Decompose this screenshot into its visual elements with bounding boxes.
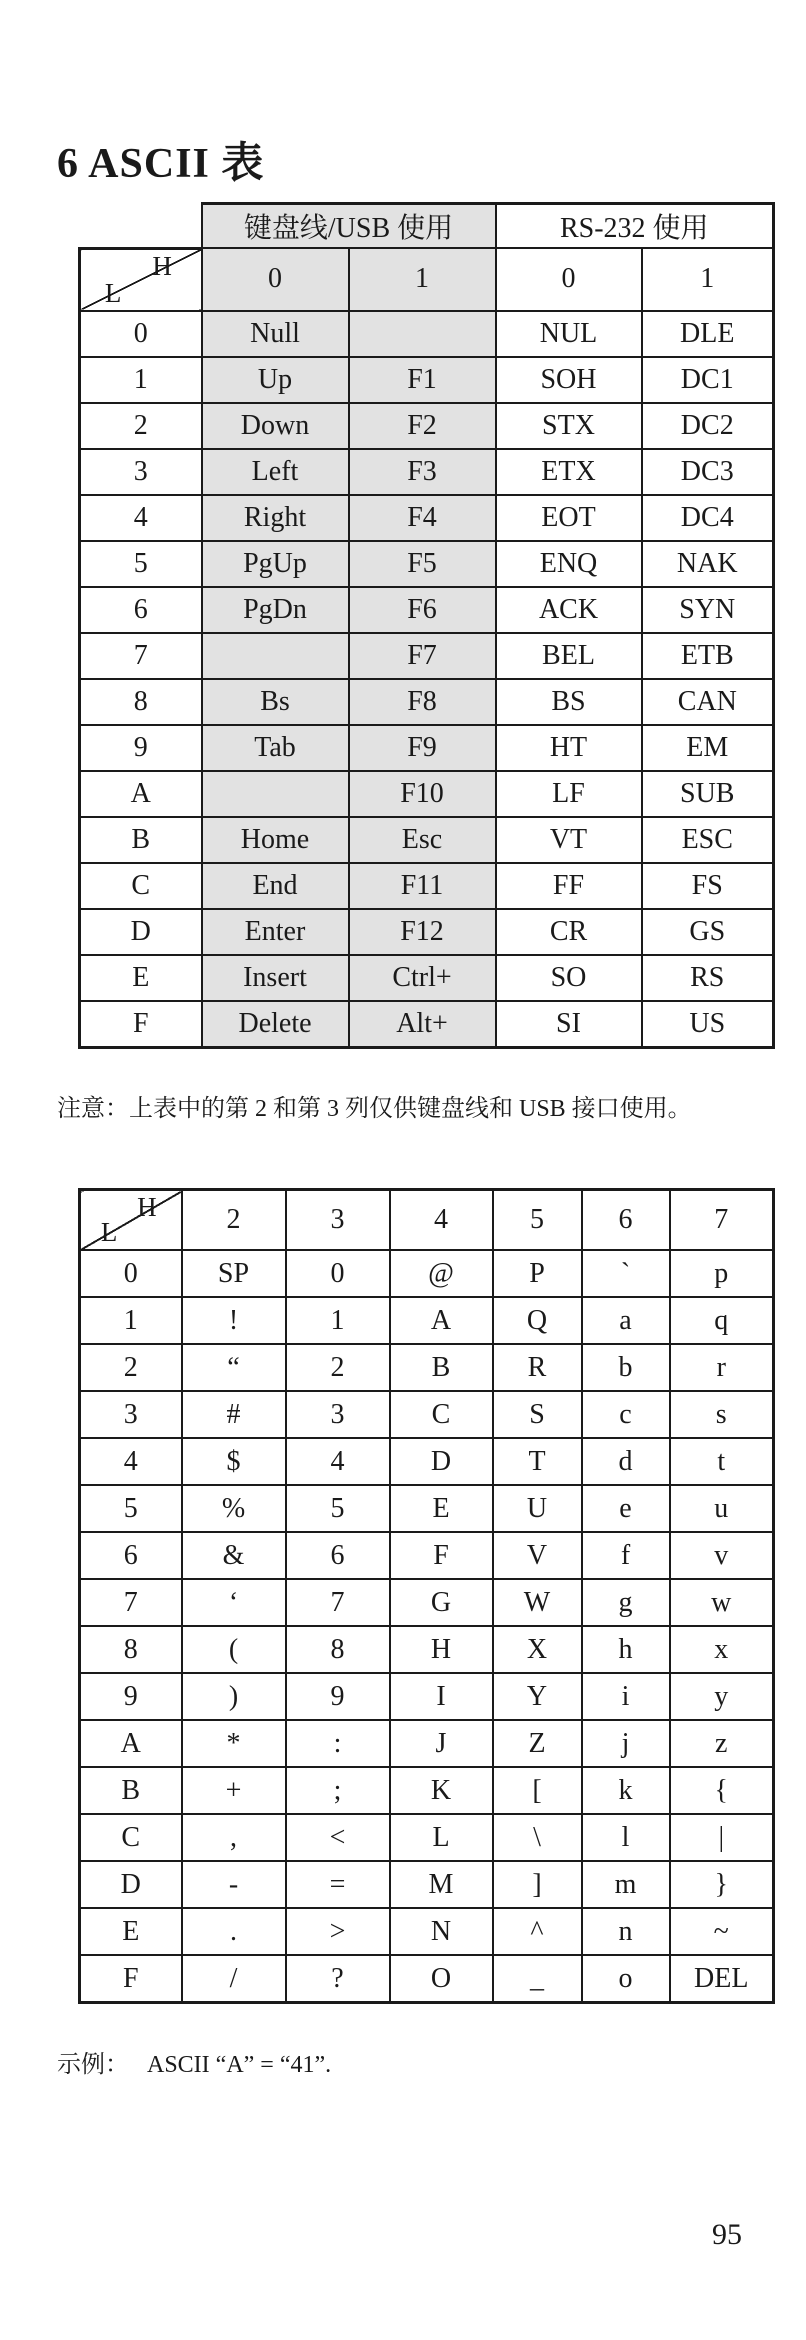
ascii-cell: C <box>390 1391 493 1438</box>
col-header: 0 <box>202 248 349 311</box>
ascii-cell: F1 <box>349 357 496 403</box>
table-row <box>80 1626 774 1673</box>
table-row <box>80 403 774 449</box>
column-header-row <box>80 248 774 311</box>
ascii-cell: G <box>390 1579 493 1626</box>
ascii-cell: @ <box>390 1250 493 1297</box>
ascii-cell: Esc <box>349 817 496 863</box>
ascii-cell: \ <box>493 1814 582 1861</box>
ascii-cell: i <box>582 1673 670 1720</box>
ascii-cell: BS <box>496 679 642 725</box>
row-label: C <box>80 1814 182 1861</box>
table-row <box>80 863 774 909</box>
ascii-cell: DC4 <box>642 495 774 541</box>
table-row <box>80 1532 774 1579</box>
row-label: 2 <box>80 1344 182 1391</box>
ascii-cell: u <box>670 1485 774 1532</box>
col-header: 1 <box>349 248 496 311</box>
ascii-cell: Tab <box>202 725 349 771</box>
ascii-cell: d <box>582 1438 670 1485</box>
ascii-cell: Alt+ <box>349 1001 496 1048</box>
ascii-cell: ETX <box>496 449 642 495</box>
table-row <box>80 1908 774 1955</box>
ascii-cell: P <box>493 1250 582 1297</box>
ascii-cell: F6 <box>349 587 496 633</box>
ascii-cell: k <box>582 1767 670 1814</box>
ascii-cell: h <box>582 1626 670 1673</box>
ascii-cell: ESC <box>642 817 774 863</box>
ascii-cell: 4 <box>286 1438 390 1485</box>
row-label: B <box>80 817 202 863</box>
row-label: 8 <box>80 679 202 725</box>
high-nibble-label: H <box>137 1192 157 1222</box>
ascii-cell: H <box>390 1626 493 1673</box>
ascii-cell: U <box>493 1485 582 1532</box>
ascii-cell: CAN <box>642 679 774 725</box>
table-row <box>80 633 774 679</box>
ascii-cell: ) <box>182 1673 286 1720</box>
row-label: C <box>80 863 202 909</box>
ascii-cell: W <box>493 1579 582 1626</box>
table-row <box>80 1297 774 1344</box>
row-label: F <box>80 1955 182 2003</box>
table-row <box>80 1001 774 1048</box>
ascii-cell: z <box>670 1720 774 1767</box>
ascii-cell: DEL <box>670 1955 774 2003</box>
ascii-cell: Down <box>202 403 349 449</box>
ascii-cell: F9 <box>349 725 496 771</box>
ascii-cell: ~ <box>670 1908 774 1955</box>
ascii-cell: SUB <box>642 771 774 817</box>
ascii-cell: | <box>670 1814 774 1861</box>
ascii-cell: HT <box>496 725 642 771</box>
ascii-cell: F4 <box>349 495 496 541</box>
row-label: 9 <box>80 1673 182 1720</box>
ascii-cell: Right <box>202 495 349 541</box>
row-label: 7 <box>80 633 202 679</box>
ascii-cell: w <box>670 1579 774 1626</box>
ascii-cell: RS <box>642 955 774 1001</box>
ascii-cell: 8 <box>286 1626 390 1673</box>
ascii-cell: Home <box>202 817 349 863</box>
group-header-row <box>80 204 774 249</box>
col-header: 1 <box>642 248 774 311</box>
high-nibble-label: H <box>152 250 172 281</box>
row-label: 6 <box>80 1532 182 1579</box>
ascii-cell: NAK <box>642 541 774 587</box>
ascii-cell: F11 <box>349 863 496 909</box>
row-label: 3 <box>80 1391 182 1438</box>
ascii-cell: PgDn <box>202 587 349 633</box>
ascii-cell: SO <box>496 955 642 1001</box>
table-row <box>80 1438 774 1485</box>
ascii-cell: X <box>493 1626 582 1673</box>
ascii-cell: F7 <box>349 633 496 679</box>
ascii-cell: y <box>670 1673 774 1720</box>
ascii-cell: + <box>182 1767 286 1814</box>
ascii-cell: 9 <box>286 1673 390 1720</box>
ascii-cell: F5 <box>349 541 496 587</box>
ascii-cell: SI <box>496 1001 642 1048</box>
ascii-cell: q <box>670 1297 774 1344</box>
ascii-cell <box>349 311 496 357</box>
ascii-cell: 0 <box>286 1250 390 1297</box>
ascii-cell: ETB <box>642 633 774 679</box>
ascii-cell: * <box>182 1720 286 1767</box>
row-label: F <box>80 1001 202 1048</box>
ascii-cell: = <box>286 1861 390 1908</box>
table-row <box>80 1344 774 1391</box>
ascii-cell: B <box>390 1344 493 1391</box>
ascii-cell: ^ <box>493 1908 582 1955</box>
ascii-cell: F3 <box>349 449 496 495</box>
ascii-cell: F10 <box>349 771 496 817</box>
row-label: D <box>80 1861 182 1908</box>
ascii-cell: L <box>390 1814 493 1861</box>
ascii-cell <box>202 633 349 679</box>
ascii-cell: Ctrl+ <box>349 955 496 1001</box>
col-header: 5 <box>493 1190 582 1251</box>
ascii-cell: US <box>642 1001 774 1048</box>
table-row <box>80 771 774 817</box>
group-header-rs232: RS-232 使用 <box>496 204 774 249</box>
ascii-cell: . <box>182 1908 286 1955</box>
row-label: E <box>80 955 202 1001</box>
ascii-cell: , <box>182 1814 286 1861</box>
ascii-cell: # <box>182 1391 286 1438</box>
ascii-cell: f <box>582 1532 670 1579</box>
table-row <box>80 1767 774 1814</box>
page-number: 95 <box>712 2218 742 2251</box>
col-header: 4 <box>390 1190 493 1251</box>
table-row <box>80 587 774 633</box>
table-row <box>80 725 774 771</box>
ascii-cell: > <box>286 1908 390 1955</box>
table-row <box>80 495 774 541</box>
ascii-cell: SYN <box>642 587 774 633</box>
table-row <box>80 1579 774 1626</box>
ascii-cell: CR <box>496 909 642 955</box>
ascii-cell: A <box>390 1297 493 1344</box>
row-label: 8 <box>80 1626 182 1673</box>
ascii-cell: j <box>582 1720 670 1767</box>
ascii-cell: c <box>582 1391 670 1438</box>
note-text: 注意：上表中的第 2 和第 3 列仅供键盘线和 USB 接口使用。 <box>57 1096 692 1122</box>
table-row <box>80 1250 774 1297</box>
ascii-cell: [ <box>493 1767 582 1814</box>
low-nibble-label: L <box>100 1217 118 1247</box>
ascii-cell: o <box>582 1955 670 2003</box>
table-row <box>80 1391 774 1438</box>
row-label: E <box>80 1908 182 1955</box>
ascii-cell: & <box>182 1532 286 1579</box>
ascii-cell: m <box>582 1861 670 1908</box>
ascii-cell: J <box>390 1720 493 1767</box>
ascii-cell: ? <box>286 1955 390 2003</box>
col-header: 7 <box>670 1190 774 1251</box>
ascii-cell: T <box>493 1438 582 1485</box>
ascii-cell: 1 <box>286 1297 390 1344</box>
ascii-cell: Delete <box>202 1001 349 1048</box>
row-label: 0 <box>80 1250 182 1297</box>
control-chars-table <box>78 202 775 1049</box>
ascii-cell: % <box>182 1485 286 1532</box>
ascii-cell: F12 <box>349 909 496 955</box>
ascii-cell: 7 <box>286 1579 390 1626</box>
ascii-cell: DC3 <box>642 449 774 495</box>
row-label: 4 <box>80 1438 182 1485</box>
ascii-cell: < <box>286 1814 390 1861</box>
table-row <box>80 955 774 1001</box>
ascii-cell: M <box>390 1861 493 1908</box>
ascii-cell: NUL <box>496 311 642 357</box>
table-row <box>80 1673 774 1720</box>
ascii-cell: I <box>390 1673 493 1720</box>
ascii-cell: ` <box>582 1250 670 1297</box>
ascii-cell: D <box>390 1438 493 1485</box>
table-row <box>80 1814 774 1861</box>
ascii-cell: e <box>582 1485 670 1532</box>
ascii-cell: Insert <box>202 955 349 1001</box>
ascii-cell: Q <box>493 1297 582 1344</box>
row-label: 5 <box>80 1485 182 1532</box>
row-label: 0 <box>80 311 202 357</box>
ascii-cell: a <box>582 1297 670 1344</box>
low-nibble-label: L <box>104 277 122 308</box>
ascii-cell: _ <box>493 1955 582 2003</box>
ascii-cell: 5 <box>286 1485 390 1532</box>
row-label: 3 <box>80 449 202 495</box>
ascii-cell: FS <box>642 863 774 909</box>
ascii-cell: ] <box>493 1861 582 1908</box>
ascii-cell: Enter <box>202 909 349 955</box>
row-label: A <box>80 771 202 817</box>
ascii-cell: Left <box>202 449 349 495</box>
ascii-cell: ( <box>182 1626 286 1673</box>
table-row <box>80 449 774 495</box>
ascii-cell: LF <box>496 771 642 817</box>
ascii-cell: F <box>390 1532 493 1579</box>
ascii-cell: t <box>670 1438 774 1485</box>
table-row <box>80 909 774 955</box>
hl-corner-cell <box>80 1190 182 1251</box>
table-row <box>80 817 774 863</box>
ascii-cell: v <box>670 1532 774 1579</box>
table-row <box>80 679 774 725</box>
ascii-cell: p <box>670 1250 774 1297</box>
table-row <box>80 1861 774 1908</box>
ascii-cell: E <box>390 1485 493 1532</box>
ascii-cell: R <box>493 1344 582 1391</box>
col-header: 0 <box>496 248 642 311</box>
row-label: B <box>80 1767 182 1814</box>
ascii-cell: Bs <box>202 679 349 725</box>
row-label: 9 <box>80 725 202 771</box>
ascii-cell: n <box>582 1908 670 1955</box>
ascii-cell: { <box>670 1767 774 1814</box>
ascii-cell: Up <box>202 357 349 403</box>
printable-chars-table <box>78 1188 775 2004</box>
ascii-cell: - <box>182 1861 286 1908</box>
hl-corner-cell <box>80 248 202 311</box>
row-label: 1 <box>80 357 202 403</box>
ascii-cell: FF <box>496 863 642 909</box>
example-text: 示例： ASCII “A” = “41”. <box>57 2052 332 2078</box>
ascii-cell: N <box>390 1908 493 1955</box>
group-header-keyboard-usb: 键盘线/USB 使用 <box>202 204 496 249</box>
ascii-cell: EOT <box>496 495 642 541</box>
col-header: 2 <box>182 1190 286 1251</box>
ascii-cell: Y <box>493 1673 582 1720</box>
ascii-cell: l <box>582 1814 670 1861</box>
row-label: 6 <box>80 587 202 633</box>
ascii-cell: x <box>670 1626 774 1673</box>
table-row <box>80 311 774 357</box>
spacer-cell <box>80 204 202 249</box>
row-label: 7 <box>80 1579 182 1626</box>
table-row <box>80 1955 774 2003</box>
ascii-cell: ! <box>182 1297 286 1344</box>
ascii-cell: V <box>493 1532 582 1579</box>
ascii-cell: ‘ <box>182 1579 286 1626</box>
ascii-cell: Null <box>202 311 349 357</box>
ascii-cell: 2 <box>286 1344 390 1391</box>
ascii-cell <box>202 771 349 817</box>
ascii-cell: 6 <box>286 1532 390 1579</box>
ascii-cell: / <box>182 1955 286 2003</box>
ascii-cell: b <box>582 1344 670 1391</box>
ascii-cell: Z <box>493 1720 582 1767</box>
ascii-cell: : <box>286 1720 390 1767</box>
ascii-cell: VT <box>496 817 642 863</box>
page-title: 6 ASCII 表 <box>57 141 265 187</box>
ascii-cell: PgUp <box>202 541 349 587</box>
column-header-row <box>80 1190 774 1251</box>
ascii-cell: ; <box>286 1767 390 1814</box>
ascii-cell: STX <box>496 403 642 449</box>
ascii-cell: End <box>202 863 349 909</box>
ascii-cell: } <box>670 1861 774 1908</box>
row-label: D <box>80 909 202 955</box>
table-row <box>80 541 774 587</box>
ascii-cell: ACK <box>496 587 642 633</box>
row-label: 2 <box>80 403 202 449</box>
table-row <box>80 357 774 403</box>
ascii-cell: ENQ <box>496 541 642 587</box>
row-label: A <box>80 1720 182 1767</box>
row-label: 5 <box>80 541 202 587</box>
ascii-cell: s <box>670 1391 774 1438</box>
ascii-cell: SOH <box>496 357 642 403</box>
ascii-cell: g <box>582 1579 670 1626</box>
ascii-cell: BEL <box>496 633 642 679</box>
ascii-cell: SP <box>182 1250 286 1297</box>
ascii-cell: GS <box>642 909 774 955</box>
ascii-cell: F2 <box>349 403 496 449</box>
row-label: 4 <box>80 495 202 541</box>
ascii-cell: “ <box>182 1344 286 1391</box>
ascii-cell: DC1 <box>642 357 774 403</box>
col-header: 6 <box>582 1190 670 1251</box>
ascii-cell: 3 <box>286 1391 390 1438</box>
col-header: 3 <box>286 1190 390 1251</box>
ascii-cell: r <box>670 1344 774 1391</box>
table-row <box>80 1485 774 1532</box>
ascii-cell: F8 <box>349 679 496 725</box>
row-label: 1 <box>80 1297 182 1344</box>
ascii-cell: DC2 <box>642 403 774 449</box>
ascii-cell: DLE <box>642 311 774 357</box>
ascii-cell: K <box>390 1767 493 1814</box>
ascii-cell: S <box>493 1391 582 1438</box>
ascii-cell: $ <box>182 1438 286 1485</box>
ascii-cell: EM <box>642 725 774 771</box>
table-row <box>80 1720 774 1767</box>
ascii-cell: O <box>390 1955 493 2003</box>
